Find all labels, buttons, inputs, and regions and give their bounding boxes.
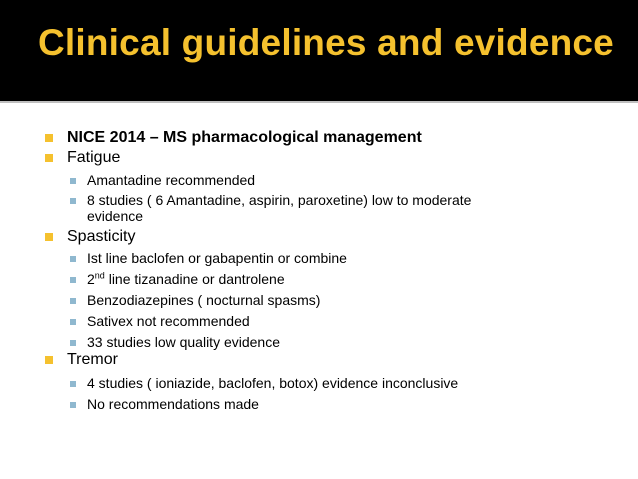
- square-bullet-icon: [45, 154, 53, 162]
- ordinal-suffix: nd: [94, 270, 105, 281]
- sub-bullet-item: No recommendations made: [87, 396, 259, 412]
- sub-bullet-item: Benzodiazepines ( nocturnal spasms): [87, 292, 321, 308]
- square-bullet-icon: [70, 319, 76, 325]
- sub-bullet-item: Sativex not recommended: [87, 313, 250, 329]
- square-bullet-icon: [45, 134, 53, 142]
- square-bullet-icon: [70, 277, 76, 283]
- sub-bullet-item: 4 studies ( ioniazide, baclofen, botox) evidence inconclusive: [87, 375, 459, 391]
- sub-bullet-item: Ist line baclofen or gabapentin or combine: [87, 250, 347, 266]
- square-bullet-icon: [70, 340, 76, 346]
- square-bullet-icon: [45, 233, 53, 241]
- sub-bullet-text: line tizanadine or dantrolene: [104, 271, 285, 287]
- sub-bullet-item: 33 studies low quality evidence: [87, 334, 281, 350]
- sub-bullet-continuation: evidence: [87, 208, 144, 224]
- ordinal-number: 2: [87, 271, 95, 287]
- sub-bullet-item: [87, 271, 285, 288]
- sub-bullet-item: 8 studies ( 6 Amantadine, aspirin, paroxetine) low to moderate: [87, 192, 472, 208]
- sub-bullet-item: Amantadine recommended: [87, 172, 256, 188]
- bullet-item: Tremor: [67, 351, 118, 368]
- square-bullet-icon: [70, 198, 76, 204]
- square-bullet-icon: [70, 298, 76, 304]
- bullet-item: NICE 2014 – MS pharmacological management: [67, 129, 422, 146]
- square-bullet-icon: [70, 256, 76, 262]
- square-bullet-icon: [70, 381, 76, 387]
- square-bullet-icon: [70, 178, 76, 184]
- bullet-item: Fatigue: [67, 149, 121, 166]
- square-bullet-icon: [45, 356, 53, 364]
- square-bullet-icon: [70, 402, 76, 408]
- bullet-item: Spasticity: [67, 228, 136, 245]
- slide-title: Clinical guidelines and evidence: [38, 22, 614, 63]
